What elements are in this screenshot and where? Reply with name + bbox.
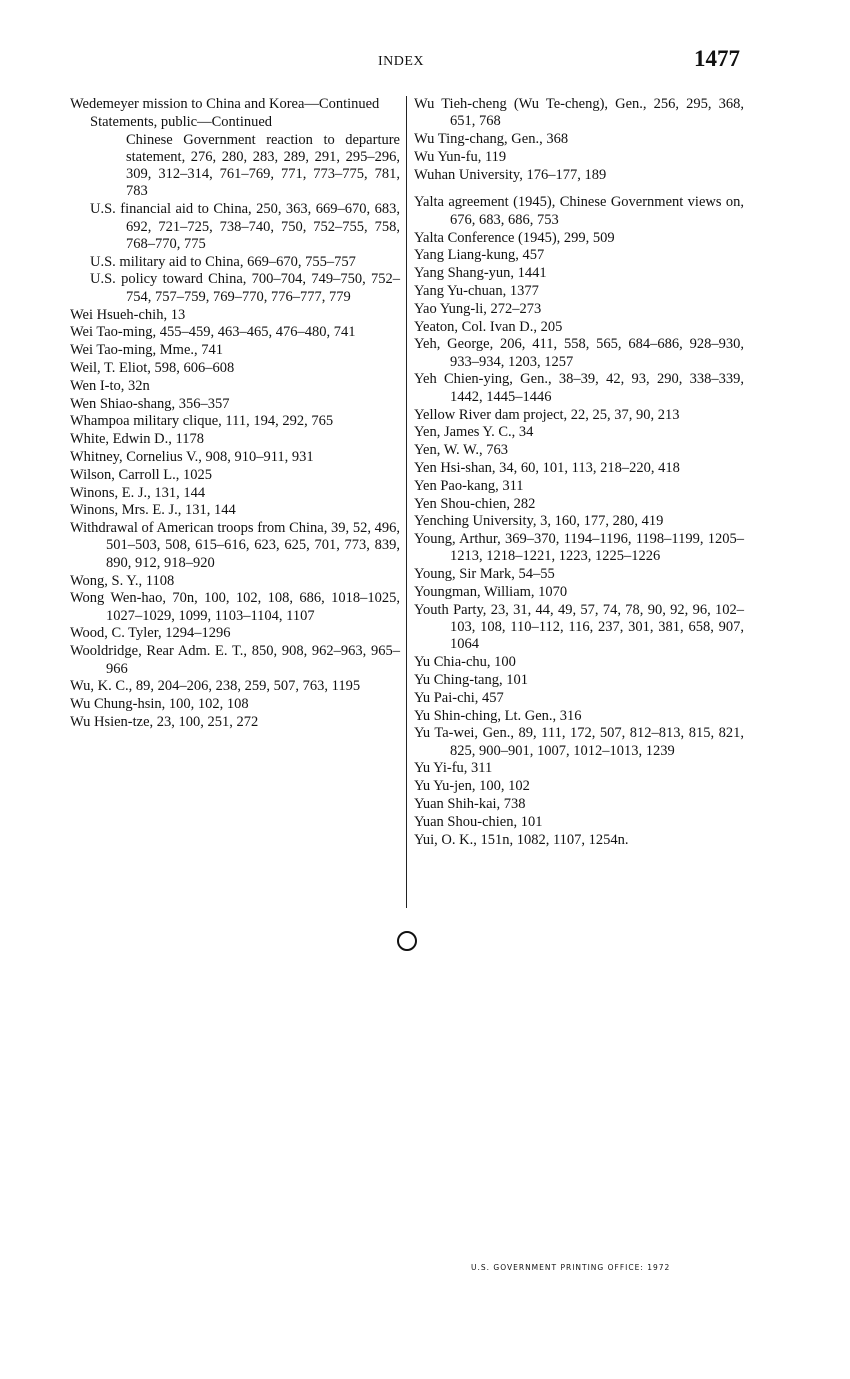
index-entry: Yang Liang-kung, 457 (414, 247, 545, 264)
index-entry: Winons, Mrs. E. J., 131, 144 (70, 502, 236, 519)
index-entry: Yuan Shou-chien, 101 (414, 813, 543, 830)
index-column-left (70, 96, 400, 732)
index-entry: Whitney, Cornelius V., 908, 910–911, 931 (70, 448, 314, 465)
index-entry: Yu Shin-ching, Lt. Gen., 316 (414, 707, 582, 724)
index-column-right (414, 96, 744, 849)
index-entry: Wu Hsien-tze, 23, 100, 251, 272 (70, 713, 259, 730)
index-entry: Wen Shiao-shang, 356–357 (70, 395, 230, 412)
index-entry: Yen, W. W., 763 (414, 442, 509, 459)
index-entry: Yeaton, Col. Ivan D., 205 (414, 318, 563, 335)
index-entry: Yuan Shih-kai, 738 (414, 796, 526, 813)
index-entry: Yen Shou-chien, 282 (414, 495, 536, 512)
index-subentry: U.S. military aid to China, 669–670, 755–757 (90, 253, 356, 270)
index-entry: Wedemeyer mission to China and Korea—Continued (70, 96, 380, 112)
index-entry: Yu Ta-wei, Gen., 89, 111, 172, 507, 812–813, 815, 821, 825, 900–901, 1007, 1012–1013, 1239 (414, 725, 744, 759)
index-entry: Yu Chia-chu, 100 (414, 654, 516, 671)
index-entry: Yalta Conference (1945), 299, 509 (414, 229, 615, 246)
index-entry: Wilson, Carroll L., 1025 (70, 466, 212, 483)
index-entry: Youth Party, 23, 31, 44, 49, 57, 74, 78, 90, 92, 96, 102–103, 108, 110–112, 116, 237, 301, 381, 658, 907, 1064 (414, 601, 744, 653)
index-entry: Weil, T. Eliot, 598, 606–608 (70, 359, 235, 376)
index-entry: Wu Chung-hsin, 100, 102, 108 (70, 696, 249, 713)
index-entry: Youngman, William, 1070 (414, 584, 568, 601)
index-entry: Wen I-to, 32n (70, 377, 150, 394)
index-entry: Yu Pai-chi, 457 (414, 689, 504, 706)
index-entry: Wei Tao-ming, 455–459, 463–465, 476–480, 741 (70, 324, 356, 341)
index-entry: Yen Pao-kang, 311 (414, 477, 524, 494)
index-subentry: U.S. financial aid to China, 250, 363, 669–670, 683, 692, 721–725, 738–740, 750, 752–755, 758, 768–770, 775 (90, 201, 400, 252)
index-entry: Yang Yu-chuan, 1377 (414, 282, 539, 299)
index-subentry: Statements, public—Continued (90, 113, 273, 130)
index-entry: Yui, O. K., 151n, 1082, 1107, 1254n. (414, 831, 629, 848)
index-entry: Wong, S. Y., 1108 (70, 572, 175, 589)
index-entry: Wu, K. C., 89, 204–206, 238, 259, 507, 763, 1195 (70, 678, 361, 695)
index-entry: Wei Tao-ming, Mme., 741 (70, 342, 224, 359)
index-entry: Wuhan University, 176–177, 189 (414, 166, 607, 183)
index-entry: Wood, C. Tyler, 1294–1296 (70, 625, 231, 642)
index-entry: Yenching University, 3, 160, 177, 280, 419 (414, 513, 664, 530)
index-subsubentry: Chinese Government reaction to departure statement, 276, 280, 283, 289, 291, 295–296, 309, 312–314, 761–769, 771, 773–775, 781, 783 (126, 131, 400, 200)
index-subentry: U.S. policy toward China, 700–704, 749–750, 752–754, 757–759, 769–770, 776–777, 779 (90, 271, 400, 305)
index-entry: Young, Arthur, 369–370, 1194–1196, 1198–1199, 1205–1213, 1218–1221, 1223, 1225–1226 (414, 531, 744, 565)
index-entry: Yeh Chien-ying, Gen., 38–39, 42, 93, 290, 338–339, 1442, 1445–1446 (414, 371, 744, 405)
page-number: 1477 (694, 46, 740, 71)
index-entry: Young, Sir Mark, 54–55 (414, 566, 555, 583)
index-entry: Yu Ching-tang, 101 (414, 672, 528, 688)
index-entry: Wu Yun-fu, 119 (414, 148, 507, 165)
index-entry: Yen, James Y. C., 34 (414, 424, 534, 441)
index-entry: Wei Hsueh-chih, 13 (70, 306, 186, 323)
index-entry: Yu Yi-fu, 311 (414, 760, 493, 777)
index-entry: Withdrawal of American troops from China, 39, 52, 496, 501–503, 508, 615–616, 623, 625, 701, 773, 839, 890, 912, 918–920 (70, 520, 400, 571)
index-entry: Yen Hsi-shan, 34, 60, 101, 113, 218–220, 418 (414, 459, 680, 476)
index-entry: Wu Tieh-cheng (Wu Te-cheng), Gen., 256, 295, 368, 651, 768 (414, 96, 744, 130)
printing-office-imprint: U.S. GOVERNMENT PRINTING OFFICE: 1972 (471, 1263, 671, 1272)
index-entry: Wooldridge, Rear Adm. E. T., 850, 908, 962–963, 965–966 (70, 643, 400, 677)
index-entry: Yao Yung-li, 272–273 (414, 300, 542, 317)
index-entry: Yeh, George, 206, 411, 558, 565, 684–686, 928–930, 933–934, 1203, 1257 (414, 336, 744, 370)
index-entry: Yu Yu-jen, 100, 102 (414, 778, 530, 795)
running-header-title: INDEX (378, 54, 425, 69)
index-entry: Wong Wen-hao, 70n, 100, 102, 108, 686, 1018–1025, 1027–1029, 1099, 1103–1104, 1107 (70, 590, 400, 624)
letter-group-gap (414, 184, 744, 194)
index-entry: Yellow River dam project, 22, 25, 37, 90, 213 (414, 406, 680, 423)
index-entry: Whampoa military clique, 111, 194, 292, 765 (70, 413, 334, 430)
column-divider (406, 96, 407, 908)
index-entry: Yalta agreement (1945), Chinese Government views on, 676, 683, 686, 753 (414, 194, 744, 228)
printer-circle-mark (397, 931, 417, 951)
index-entry: White, Edwin D., 1178 (70, 431, 204, 448)
index-entry: Yang Shang-yun, 1441 (414, 265, 547, 282)
index-entry: Winons, E. J., 131, 144 (70, 484, 206, 501)
index-entry: Wu Ting-chang, Gen., 368 (414, 131, 569, 148)
